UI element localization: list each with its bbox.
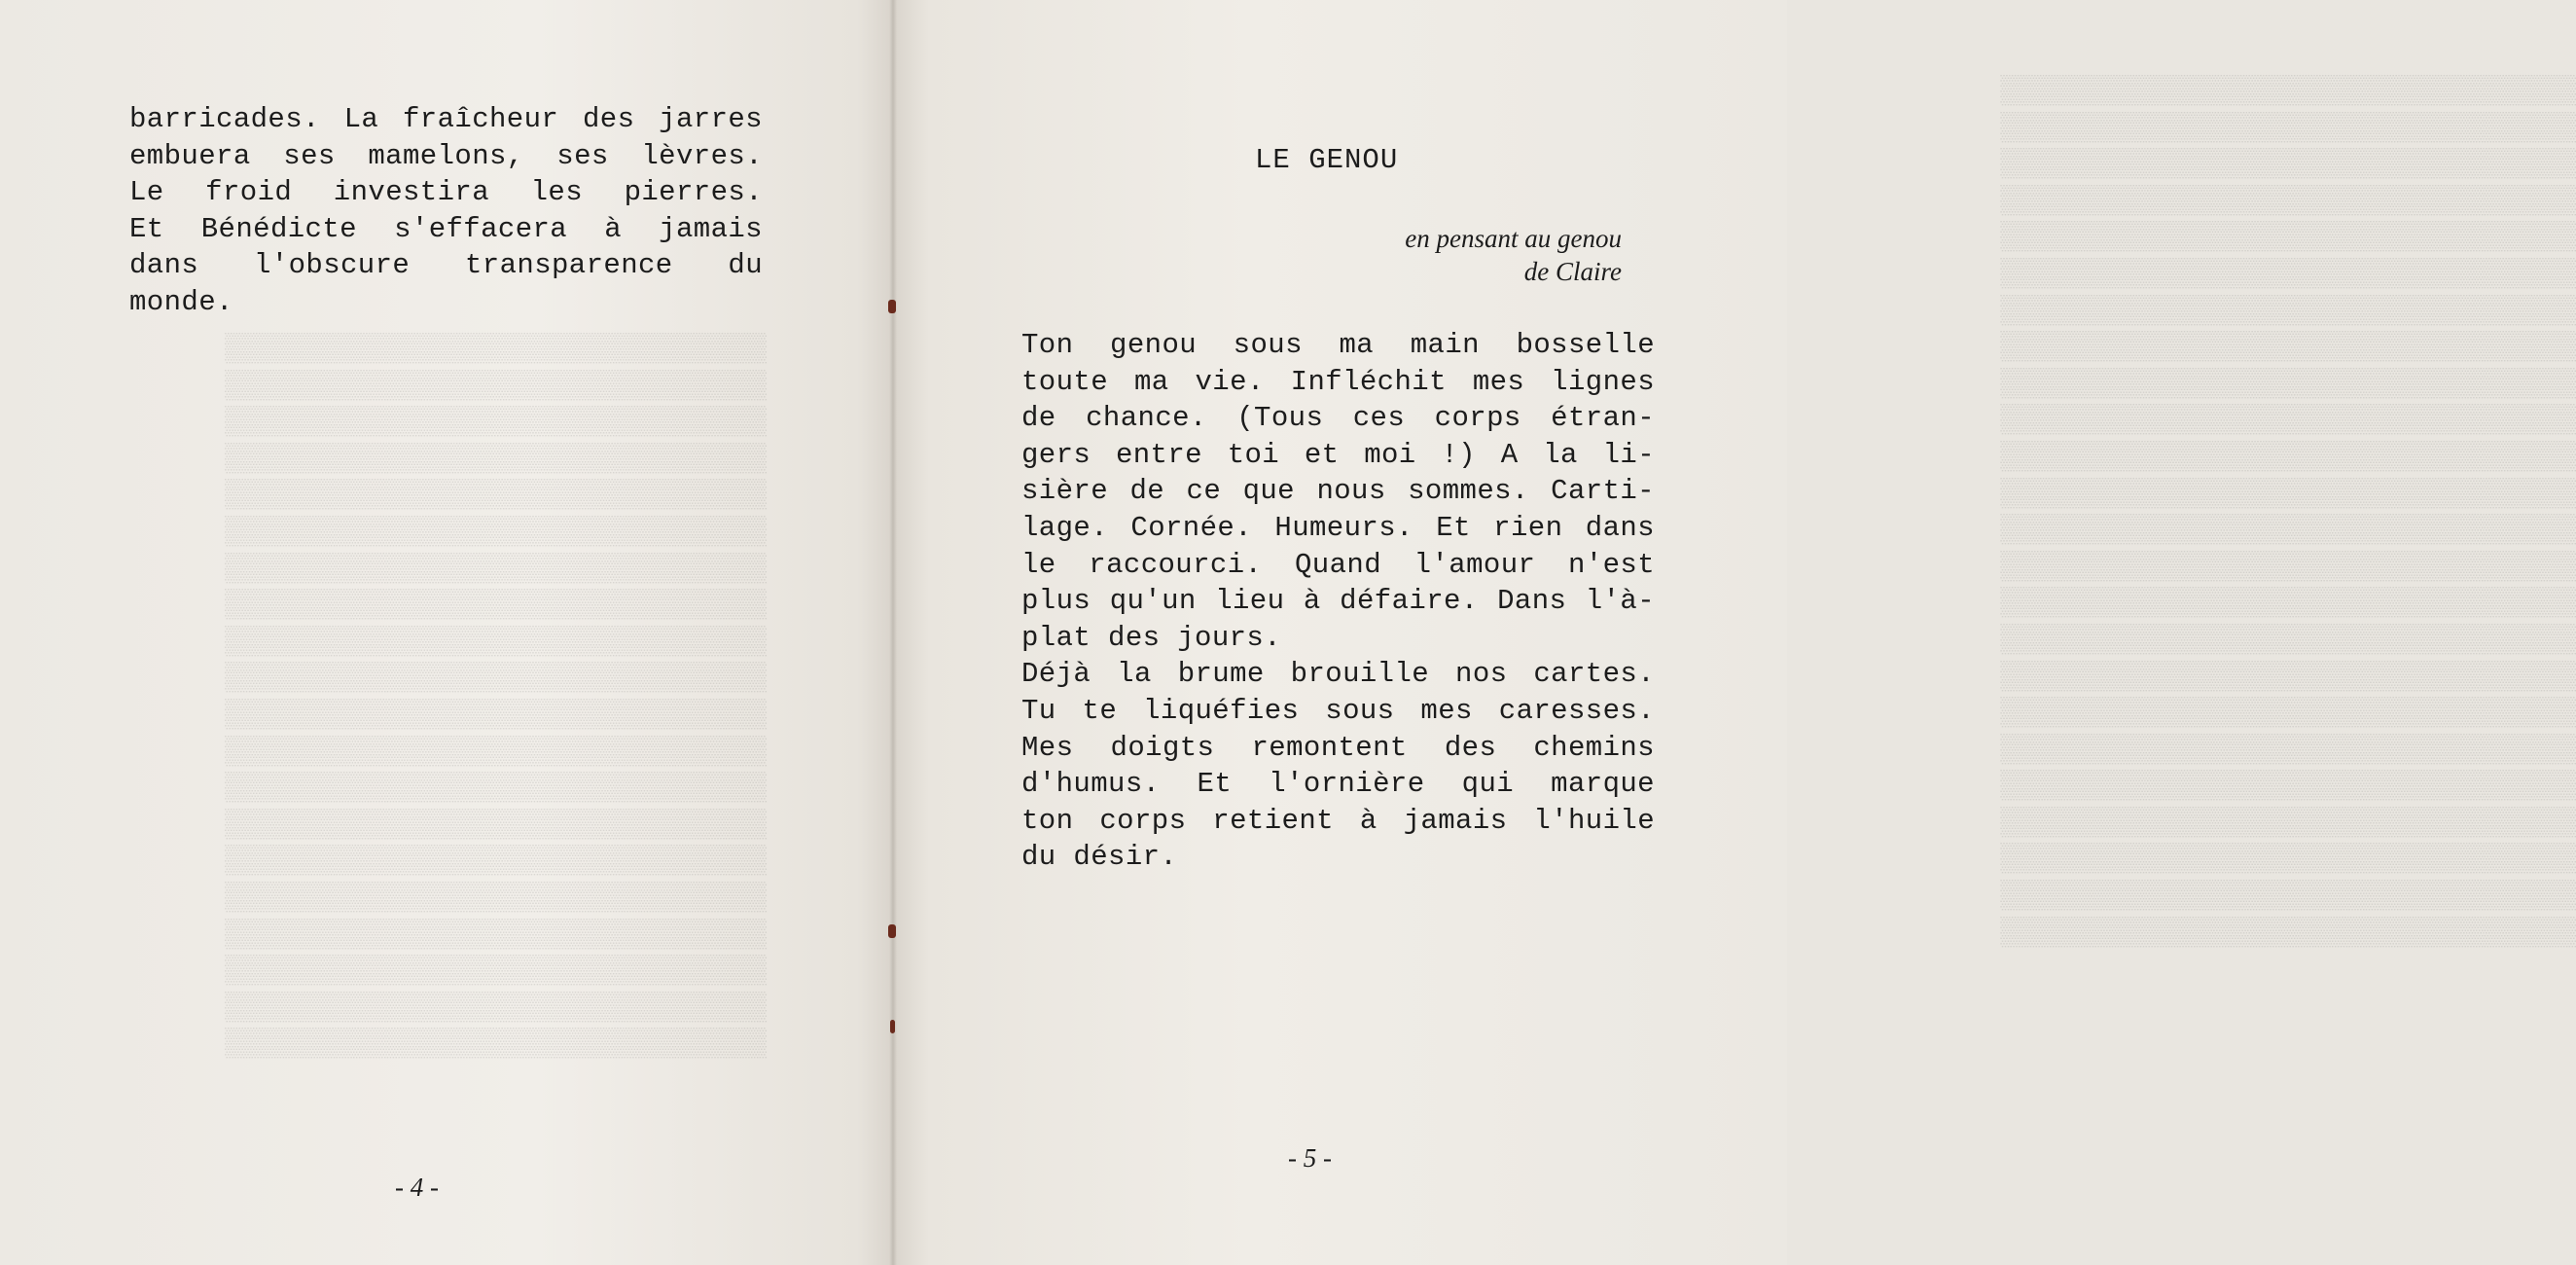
text-line: Mes doigts remontent des chemins <box>1021 731 1655 764</box>
text-line: Ton genou sous ma main bosselle <box>1021 329 1655 361</box>
show-through-text-left: ▒▒▒▒▒▒▒▒▒▒▒▒▒▒▒▒▒▒▒▒▒▒▒▒▒▒▒▒▒▒▒▒ ▒▒▒▒▒▒▒▒▒▒▒▒▒▒▒▒▒▒▒▒▒▒▒▒▒▒▒▒▒▒▒▒ ▒▒▒▒▒▒▒▒▒▒▒▒▒▒▒▒▒▒▒▒▒▒▒▒▒▒▒▒▒▒▒▒ ▒▒▒▒▒▒▒▒▒▒▒▒▒▒▒▒▒▒▒▒▒▒▒▒▒▒▒▒▒▒▒▒ ▒▒▒▒▒▒▒▒▒▒▒▒▒▒▒▒▒▒▒▒▒▒▒▒▒▒▒▒▒▒▒▒ ▒▒▒▒▒▒▒▒▒▒▒▒▒▒▒▒▒▒▒▒▒▒▒▒▒▒▒▒▒▒▒▒ ▒▒▒▒▒▒▒▒▒▒▒▒▒▒▒▒▒▒▒▒▒▒▒▒▒▒▒▒▒▒▒▒ ▒▒▒▒▒▒▒▒▒▒▒▒▒▒▒▒▒▒▒▒▒▒▒▒▒▒▒▒▒▒▒▒ ▒▒▒▒▒▒▒▒▒▒▒▒▒▒▒▒▒▒▒▒▒▒▒▒▒▒▒▒▒▒▒▒ ▒▒▒▒▒▒▒▒▒▒▒▒▒▒▒▒▒▒▒▒▒▒▒▒▒▒▒▒▒▒▒▒ ▒▒▒▒▒▒▒▒▒▒▒▒▒▒▒▒▒▒▒▒▒▒▒▒▒▒▒▒▒▒▒▒ ▒▒▒▒▒▒▒▒▒▒▒▒▒▒▒▒▒▒▒▒▒▒▒▒▒▒▒▒▒▒▒▒ ▒▒▒▒▒▒▒▒▒▒▒▒▒▒▒▒▒▒▒▒▒▒▒▒▒▒▒▒▒▒▒▒ ▒▒▒▒▒▒▒▒▒▒▒▒▒▒▒▒▒▒▒▒▒▒▒▒▒▒▒▒▒▒▒▒ ▒▒▒▒▒▒▒▒▒▒▒▒▒▒▒▒▒▒▒▒▒▒▒▒▒▒▒▒▒▒▒▒ ▒▒▒▒▒▒▒▒▒▒▒▒▒▒▒▒▒▒▒▒▒▒▒▒▒▒▒▒▒▒▒▒ ▒▒▒▒▒▒▒▒▒▒▒▒▒▒▒▒▒▒▒▒▒▒▒▒▒▒▒▒▒▒▒▒ ▒▒▒▒▒▒▒▒▒▒▒▒▒▒▒▒▒▒▒▒▒▒▒▒▒▒▒▒▒▒▒▒ ▒▒▒▒▒▒▒▒▒▒▒▒▒▒▒▒▒▒▒▒▒▒▒▒▒▒▒▒▒▒▒▒ ▒▒▒▒▒▒▒▒▒▒▒▒▒▒▒▒▒▒▒▒▒▒▒▒▒▒▒▒▒▒▒▒ <box>225 333 767 1061</box>
text-line: d'humus. Et l'ornière qui marque <box>1021 768 1655 801</box>
left-page <box>0 0 893 1265</box>
text-line: gers entre toi et moi !) A la li- <box>1021 438 1655 471</box>
staple-mark <box>888 924 896 938</box>
text-line: toute ma vie. Infléchit mes lignes <box>1021 365 1655 398</box>
text-line: monde. <box>129 285 233 318</box>
text-line: lage. Cornée. Humeurs. Et rien dans <box>1021 511 1655 544</box>
text-line: barricades. La fraîcheur des jarres <box>129 103 763 135</box>
booklet-fold <box>889 0 897 1265</box>
poem-title: LE GENOU <box>1255 144 1399 176</box>
right-page-poem <box>1021 327 1655 876</box>
staple-mark <box>888 300 896 313</box>
text-line: dans l'obscure transparence du <box>129 249 763 282</box>
left-page-paragraph <box>129 101 763 321</box>
text-line: plus qu'un lieu à défaire. Dans l'à- <box>1021 585 1655 618</box>
dedication-line-1: en pensant au genou <box>1405 224 1622 253</box>
text-line: de chance. (Tous ces corps étran- <box>1021 402 1655 435</box>
text-line: ton corps retient à jamais l'huile <box>1021 804 1655 837</box>
text-line: plat des jours. <box>1021 621 1282 654</box>
text-line: du désir. <box>1021 841 1178 874</box>
page-number-left: - 4 - <box>395 1173 439 1202</box>
show-through-text-right: ▒▒▒▒▒▒▒▒▒▒▒▒▒▒▒▒▒▒▒▒▒▒▒▒▒▒▒▒▒▒▒▒▒▒ ▒▒▒▒▒▒▒▒▒▒▒▒▒▒▒▒▒▒▒▒▒▒▒▒▒▒▒▒▒▒▒▒▒▒ ▒▒▒▒▒▒▒▒▒▒▒▒▒▒▒▒▒▒▒▒▒▒▒▒▒▒▒▒▒▒▒▒▒▒ ▒▒▒▒▒▒▒▒▒▒▒▒▒▒▒▒▒▒▒▒▒▒▒▒▒▒▒▒▒▒▒▒▒▒ ▒▒▒▒▒▒▒▒▒▒▒▒▒▒▒▒▒▒▒▒▒▒▒▒▒▒▒▒▒▒▒▒▒▒ ▒▒▒▒▒▒▒▒▒▒▒▒▒▒▒▒▒▒▒▒▒▒▒▒▒▒▒▒▒▒▒▒▒▒ ▒▒▒▒▒▒▒▒▒▒▒▒▒▒▒▒▒▒▒▒▒▒▒▒▒▒▒▒▒▒▒▒▒▒ ▒▒▒▒▒▒▒▒▒▒▒▒▒▒▒▒▒▒▒▒▒▒▒▒▒▒▒▒▒▒▒▒▒▒ ▒▒▒▒▒▒▒▒▒▒▒▒▒▒▒▒▒▒▒▒▒▒▒▒▒▒▒▒▒▒▒▒▒▒ ▒▒▒▒▒▒▒▒▒▒▒▒▒▒▒▒▒▒▒▒▒▒▒▒▒▒▒▒▒▒▒▒▒▒ ▒▒▒▒▒▒▒▒▒▒▒▒▒▒▒▒▒▒▒▒▒▒▒▒▒▒▒▒▒▒▒▒▒▒ ▒▒▒▒▒▒▒▒▒▒▒▒▒▒▒▒▒▒▒▒▒▒▒▒▒▒▒▒▒▒▒▒▒▒ ▒▒▒▒▒▒▒▒▒▒▒▒▒▒▒▒▒▒▒▒▒▒▒▒▒▒▒▒▒▒▒▒▒▒ ▒▒▒▒▒▒▒▒▒▒▒▒▒▒▒▒▒▒▒▒▒▒▒▒▒▒▒▒▒▒▒▒▒▒ ▒▒▒▒▒▒▒▒▒▒▒▒▒▒▒▒▒▒▒▒▒▒▒▒▒▒▒▒▒▒▒▒▒▒ ▒▒▒▒▒▒▒▒▒▒▒▒▒▒▒▒▒▒▒▒▒▒▒▒▒▒▒▒▒▒▒▒▒▒ ▒▒▒▒▒▒▒▒▒▒▒▒▒▒▒▒▒▒▒▒▒▒▒▒▒▒▒▒▒▒▒▒▒▒ ▒▒▒▒▒▒▒▒▒▒▒▒▒▒▒▒▒▒▒▒▒▒▒▒▒▒▒▒▒▒▒▒▒▒ ▒▒▒▒▒▒▒▒▒▒▒▒▒▒▒▒▒▒▒▒▒▒▒▒▒▒▒▒▒▒▒▒▒▒ ▒▒▒▒▒▒▒▒▒▒▒▒▒▒▒▒▒▒▒▒▒▒▒▒▒▒▒▒▒▒▒▒▒▒ ▒▒▒▒▒▒▒▒▒▒▒▒▒▒▒▒▒▒▒▒▒▒▒▒▒▒▒▒▒▒▒▒▒▒ ▒▒▒▒▒▒▒▒▒▒▒▒▒▒▒▒▒▒▒▒▒▒▒▒▒▒▒▒▒▒▒▒▒▒ ▒▒▒▒▒▒▒▒▒▒▒▒▒▒▒▒▒▒▒▒▒▒▒▒▒▒▒▒▒▒▒▒▒▒ ▒▒▒▒▒▒▒▒▒▒▒▒▒▒▒▒▒▒▒▒▒▒▒▒▒▒▒▒▒▒▒▒▒▒ <box>2000 75 2576 949</box>
text-line: le raccourci. Quand l'amour n'est <box>1021 548 1655 581</box>
text-line: Et Bénédicte s'effacera à jamais <box>129 212 763 245</box>
text-line: Déjà la brume brouille nos cartes. <box>1021 658 1655 691</box>
text-line: Tu te liquéfies sous mes caresses. <box>1021 694 1655 727</box>
staple-mark <box>890 1020 895 1033</box>
text-line: Le froid investira les pierres. <box>129 176 763 209</box>
dedication-line-2: de Claire <box>1523 257 1622 286</box>
text-line: sière de ce que nous sommes. Carti- <box>1021 475 1655 508</box>
text-line: embuera ses mamelons, ses lèvres. <box>129 139 763 172</box>
page-number-right: - 5 - <box>1288 1143 1332 1173</box>
